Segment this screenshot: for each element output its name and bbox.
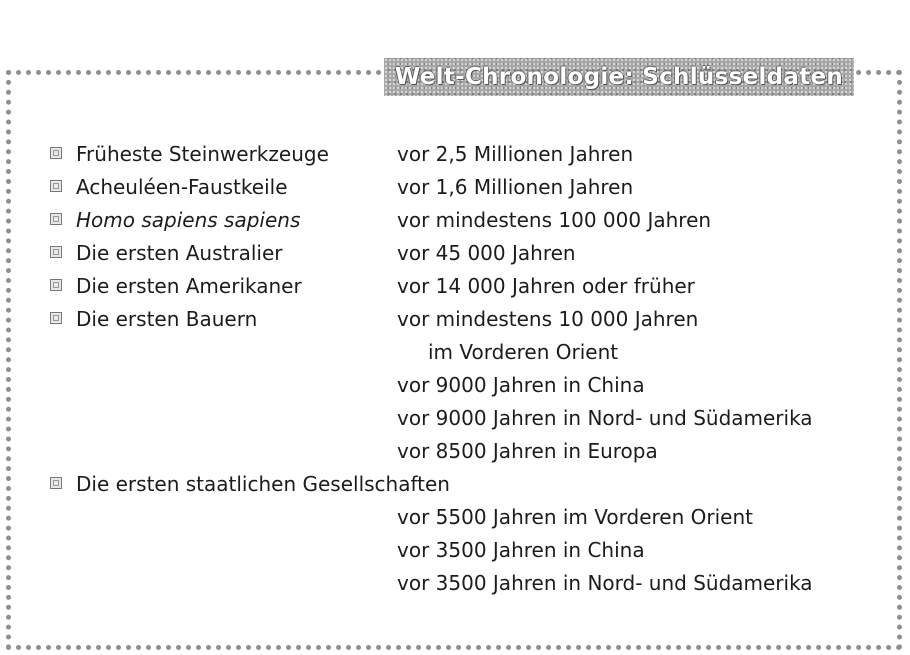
item-date: vor 9000 Jahren in Nord- und Südamerika xyxy=(397,406,813,430)
list-item xyxy=(0,205,910,235)
item-date: vor 1,6 Millionen Jahren xyxy=(397,175,634,199)
item-date: vor 14 000 Jahren oder früher xyxy=(397,274,695,298)
list-item-continuation xyxy=(0,337,910,367)
list-item xyxy=(0,238,910,268)
item-label: Die ersten Amerikaner xyxy=(76,274,302,298)
list-item-continuation xyxy=(0,436,910,466)
item-label: Die ersten Bauern xyxy=(76,307,258,331)
checkbox-icon xyxy=(50,312,62,324)
item-date: vor mindestens 100 000 Jahren xyxy=(397,208,712,232)
list-item-continuation xyxy=(0,568,910,598)
item-date: vor 8500 Jahren in Europa xyxy=(397,439,658,463)
list-item xyxy=(0,172,910,202)
item-date: vor 5500 Jahren im Vorderen Orient xyxy=(397,505,753,529)
page-title: Welt-Chronologie: Schlüsseldaten xyxy=(394,64,844,90)
item-label: Früheste Steinwerkzeuge xyxy=(76,142,329,166)
item-date: vor mindestens 10 000 Jahren xyxy=(397,307,699,331)
item-label: Die ersten Australier xyxy=(76,241,283,265)
item-date: vor 9000 Jahren in China xyxy=(397,373,645,397)
item-label: Die ersten staatlichen Gesellschaften xyxy=(76,472,450,496)
list-item xyxy=(0,271,910,301)
title-banner xyxy=(384,58,854,96)
item-date: vor 2,5 Millionen Jahren xyxy=(397,142,634,166)
item-date: im Vorderen Orient xyxy=(428,340,619,364)
item-label: Homo sapiens sapiens xyxy=(76,208,301,232)
list-item xyxy=(0,139,910,169)
list-item xyxy=(0,469,910,499)
item-date: vor 3500 Jahren in China xyxy=(397,538,645,562)
checkbox-icon xyxy=(50,246,62,258)
list-item-continuation xyxy=(0,370,910,400)
list-item-continuation xyxy=(0,403,910,433)
checkbox-icon xyxy=(50,147,62,159)
list-item xyxy=(0,304,910,334)
checkbox-icon xyxy=(50,213,62,225)
checkbox-icon xyxy=(50,180,62,192)
list-item-continuation xyxy=(0,535,910,565)
checkbox-icon xyxy=(50,477,62,489)
item-date: vor 45 000 Jahren xyxy=(397,241,576,265)
list-item-continuation xyxy=(0,502,910,532)
item-date: vor 3500 Jahren in Nord- und Südamerika xyxy=(397,571,813,595)
checkbox-icon xyxy=(50,279,62,291)
item-label: Acheuléen-Faustkeile xyxy=(76,175,288,199)
